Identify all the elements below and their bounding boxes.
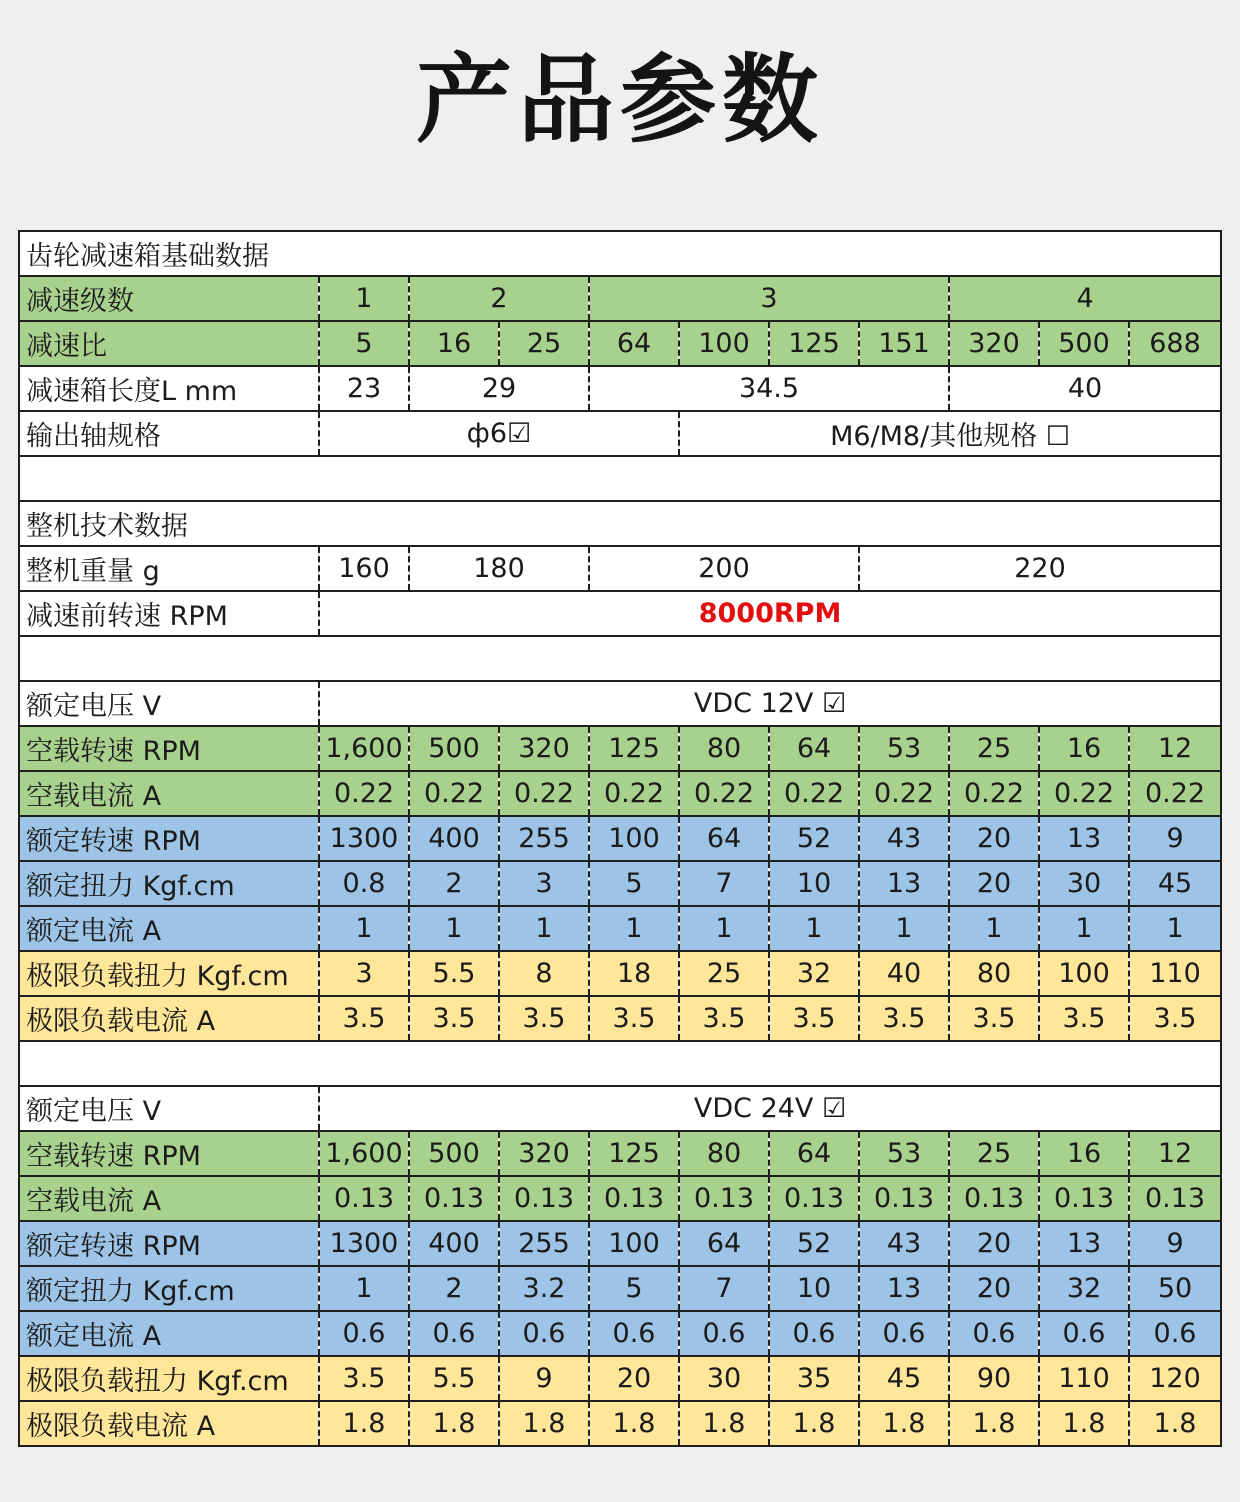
table-cell: 80 — [679, 726, 769, 771]
table-cell: 255 — [499, 1221, 589, 1266]
table-row — [19, 1401, 1221, 1446]
table-cell: 3.5 — [499, 996, 589, 1041]
table-cell: 1 — [949, 906, 1039, 951]
table-cell: 1 — [409, 906, 499, 951]
table-cell: 50 — [1129, 1266, 1221, 1311]
row-label: 额定电压 V — [19, 1086, 319, 1131]
table-cell: 1.8 — [859, 1401, 949, 1446]
row-label — [19, 636, 1221, 681]
table-cell: 25 — [949, 1131, 1039, 1176]
table-row — [19, 1311, 1221, 1356]
table-cell: 1.8 — [769, 1401, 859, 1446]
table-cell: 7 — [679, 861, 769, 906]
table-cell: 20 — [949, 861, 1039, 906]
table-cell: 0.13 — [679, 1176, 769, 1221]
table-cell: 52 — [769, 816, 859, 861]
table-cell: 30 — [1039, 861, 1129, 906]
table-cell: 20 — [949, 1266, 1039, 1311]
table-row — [19, 951, 1221, 996]
table-cell: 1 — [769, 906, 859, 951]
table-cell: 0.22 — [769, 771, 859, 816]
table-cell: 20 — [949, 816, 1039, 861]
table-cell: 0.13 — [1129, 1176, 1221, 1221]
table-cell: M6/M8/其他规格 ☐ — [679, 411, 1221, 456]
table-cell: 1 — [1039, 906, 1129, 951]
table-row — [19, 411, 1221, 456]
table-cell: 160 — [319, 546, 409, 591]
table-cell: 125 — [589, 1131, 679, 1176]
table-cell: 1 — [589, 906, 679, 951]
table-cell: 500 — [409, 1131, 499, 1176]
table-row — [19, 1131, 1221, 1176]
table-cell: 5.5 — [409, 1356, 499, 1401]
table-cell: 100 — [589, 816, 679, 861]
table-cell: 13 — [1039, 816, 1129, 861]
table-cell: 25 — [499, 321, 589, 366]
table-cell: 3.5 — [1039, 996, 1129, 1041]
table-row — [19, 231, 1221, 276]
table-row — [19, 1176, 1221, 1221]
table-cell: 3.2 — [499, 1266, 589, 1311]
table-row — [19, 996, 1221, 1041]
table-cell: 80 — [679, 1131, 769, 1176]
table-row — [19, 816, 1221, 861]
table-cell: 7 — [679, 1266, 769, 1311]
row-label: 极限负载扭力 Kgf.cm — [19, 951, 319, 996]
row-label: 减速前转速 RPM — [19, 591, 319, 636]
row-label — [19, 1041, 1221, 1086]
table-cell: 1 — [319, 1266, 409, 1311]
table-cell: 0.13 — [409, 1176, 499, 1221]
table-cell: 2 — [409, 1266, 499, 1311]
table-cell: 8 — [499, 951, 589, 996]
table-cell: 10 — [769, 861, 859, 906]
row-label: 极限负载扭力 Kgf.cm — [19, 1356, 319, 1401]
table-cell: 1.8 — [1039, 1401, 1129, 1446]
table-row — [19, 1221, 1221, 1266]
table-cell: 0.22 — [1039, 771, 1129, 816]
table-row — [19, 1086, 1221, 1131]
page-title: 产品参数 — [416, 44, 824, 156]
table-cell: 688 — [1129, 321, 1221, 366]
table-cell: 5 — [319, 321, 409, 366]
table-cell: ф6☑ — [319, 411, 679, 456]
row-label: 整机技术数据 — [19, 501, 1221, 546]
table-cell: 9 — [499, 1356, 589, 1401]
table-cell: 320 — [499, 1131, 589, 1176]
table-cell: 0.22 — [679, 771, 769, 816]
table-cell: 1300 — [319, 816, 409, 861]
row-label: 空载电流 A — [19, 771, 319, 816]
table-cell: 500 — [1039, 321, 1129, 366]
table-cell: 32 — [1039, 1266, 1129, 1311]
row-label: 空载转速 RPM — [19, 726, 319, 771]
table-cell: 0.22 — [949, 771, 1039, 816]
table-cell: 1,600 — [319, 1131, 409, 1176]
table-cell: 0.13 — [1039, 1176, 1129, 1221]
table-cell: 64 — [769, 726, 859, 771]
row-label: 极限负载电流 A — [19, 996, 319, 1041]
table-cell: 5.5 — [409, 951, 499, 996]
table-cell: 400 — [409, 1221, 499, 1266]
table-cell: 0.6 — [1039, 1311, 1129, 1356]
table-row — [19, 861, 1221, 906]
table-row — [19, 591, 1221, 636]
table-cell: 3 — [589, 276, 949, 321]
table-row — [19, 726, 1221, 771]
table-cell: 10 — [769, 1266, 859, 1311]
table-cell: 500 — [409, 726, 499, 771]
table-cell: 0.6 — [319, 1311, 409, 1356]
table-row — [19, 546, 1221, 591]
table-cell: 45 — [1129, 861, 1221, 906]
table-cell: 64 — [589, 321, 679, 366]
table-cell: 23 — [319, 366, 409, 411]
table-cell: 1.8 — [499, 1401, 589, 1446]
table-cell: 18 — [589, 951, 679, 996]
table-cell: 16 — [1039, 1131, 1129, 1176]
table-row — [19, 1041, 1221, 1086]
spec-table-body — [19, 231, 1221, 1446]
table-cell: 151 — [859, 321, 949, 366]
row-label: 减速比 — [19, 321, 319, 366]
row-label: 减速级数 — [19, 276, 319, 321]
table-cell: 0.6 — [589, 1311, 679, 1356]
table-cell: 25 — [679, 951, 769, 996]
table-cell: 3.5 — [859, 996, 949, 1041]
table-cell: 400 — [409, 816, 499, 861]
table-cell: 1.8 — [1129, 1401, 1221, 1446]
table-row — [19, 681, 1221, 726]
table-cell: 3.5 — [1129, 996, 1221, 1041]
table-cell: 64 — [679, 1221, 769, 1266]
table-row — [19, 501, 1221, 546]
table-cell: 0.22 — [859, 771, 949, 816]
table-row — [19, 321, 1221, 366]
row-label: 额定电流 A — [19, 1311, 319, 1356]
table-row — [19, 771, 1221, 816]
table-cell: 90 — [949, 1356, 1039, 1401]
table-row — [19, 456, 1221, 501]
table-cell: 3.5 — [319, 1356, 409, 1401]
row-label: 输出轴规格 — [19, 411, 319, 456]
table-cell: 29 — [409, 366, 589, 411]
table-cell: 52 — [769, 1221, 859, 1266]
table-cell: 0.6 — [949, 1311, 1039, 1356]
table-cell: 0.13 — [499, 1176, 589, 1221]
table-cell: 30 — [679, 1356, 769, 1401]
table-cell: 0.13 — [589, 1176, 679, 1221]
table-cell: 200 — [589, 546, 859, 591]
row-label: 额定电流 A — [19, 906, 319, 951]
table-cell: 1.8 — [409, 1401, 499, 1446]
row-label: 额定扭力 Kgf.cm — [19, 1266, 319, 1311]
row-label: 额定转速 RPM — [19, 1221, 319, 1266]
table-cell: 1.8 — [679, 1401, 769, 1446]
table-cell: 100 — [679, 321, 769, 366]
table-cell: 64 — [769, 1131, 859, 1176]
table-cell: VDC 24V ☑ — [319, 1086, 1221, 1131]
table-cell: 12 — [1129, 1131, 1221, 1176]
table-cell: 3.5 — [769, 996, 859, 1041]
table-cell: 53 — [859, 726, 949, 771]
table-cell: 43 — [859, 816, 949, 861]
table-cell: 25 — [949, 726, 1039, 771]
table-cell: 3 — [499, 861, 589, 906]
table-cell: 120 — [1129, 1356, 1221, 1401]
row-label: 齿轮减速箱基础数据 — [19, 231, 1221, 276]
table-cell: 0.8 — [319, 861, 409, 906]
row-label: 额定电压 V — [19, 681, 319, 726]
table-cell: 1 — [319, 906, 409, 951]
table-cell: 0.13 — [859, 1176, 949, 1221]
table-cell: 1.8 — [319, 1401, 409, 1446]
table-cell: 53 — [859, 1131, 949, 1176]
table-cell: 0.13 — [949, 1176, 1039, 1221]
row-label: 整机重量 g — [19, 546, 319, 591]
table-cell: 0.6 — [679, 1311, 769, 1356]
table-cell: 40 — [949, 366, 1221, 411]
table-cell: 320 — [499, 726, 589, 771]
table-cell: 1.8 — [589, 1401, 679, 1446]
table-cell: 0.13 — [319, 1176, 409, 1221]
table-cell: 35 — [769, 1356, 859, 1401]
table-cell: 100 — [1039, 951, 1129, 996]
table-cell: 32 — [769, 951, 859, 996]
table-cell: 13 — [859, 861, 949, 906]
table-row — [19, 366, 1221, 411]
table-cell: 64 — [679, 816, 769, 861]
table-cell: 0.22 — [319, 771, 409, 816]
table-cell: 1 — [319, 276, 409, 321]
table-cell: 1.8 — [949, 1401, 1039, 1446]
table-cell: 5 — [589, 861, 679, 906]
table-row — [19, 1266, 1221, 1311]
table-cell: 1 — [1129, 906, 1221, 951]
table-cell: 40 — [859, 951, 949, 996]
table-cell: 1300 — [319, 1221, 409, 1266]
table-cell: 16 — [1039, 726, 1129, 771]
table-cell: 0.22 — [409, 771, 499, 816]
table-cell: 220 — [859, 546, 1221, 591]
table-cell: 0.6 — [859, 1311, 949, 1356]
table-cell: 20 — [589, 1356, 679, 1401]
table-cell: 0.22 — [589, 771, 679, 816]
table-cell: 1 — [679, 906, 769, 951]
table-cell: 0.22 — [1129, 771, 1221, 816]
table-cell: 100 — [589, 1221, 679, 1266]
table-cell: 0.22 — [499, 771, 589, 816]
row-label: 额定扭力 Kgf.cm — [19, 861, 319, 906]
table-row — [19, 1356, 1221, 1401]
table-cell: VDC 12V ☑ — [319, 681, 1221, 726]
table-cell: 125 — [589, 726, 679, 771]
table-cell: 12 — [1129, 726, 1221, 771]
table-cell: 13 — [1039, 1221, 1129, 1266]
table-cell: 0.6 — [409, 1311, 499, 1356]
table-cell: 1 — [859, 906, 949, 951]
table-cell: 110 — [1039, 1356, 1129, 1401]
table-cell: 3.5 — [319, 996, 409, 1041]
table-cell: 110 — [1129, 951, 1221, 996]
table-cell: 3.5 — [409, 996, 499, 1041]
table-cell: 45 — [859, 1356, 949, 1401]
table-cell: 0.13 — [769, 1176, 859, 1221]
table-cell: 2 — [409, 276, 589, 321]
row-label: 极限负载电流 A — [19, 1401, 319, 1446]
table-cell: 3 — [319, 951, 409, 996]
table-cell: 320 — [949, 321, 1039, 366]
table-cell: 255 — [499, 816, 589, 861]
table-cell: 125 — [769, 321, 859, 366]
row-label: 额定转速 RPM — [19, 816, 319, 861]
table-cell: 3.5 — [589, 996, 679, 1041]
spec-table — [18, 230, 1222, 1447]
table-row — [19, 636, 1221, 681]
row-label: 空载电流 A — [19, 1176, 319, 1221]
row-label: 减速箱长度L mm — [19, 366, 319, 411]
table-cell: 4 — [949, 276, 1221, 321]
table-cell: 180 — [409, 546, 589, 591]
table-row — [19, 276, 1221, 321]
table-cell: 0.6 — [1129, 1311, 1221, 1356]
table-cell: 9 — [1129, 816, 1221, 861]
table-cell: 16 — [409, 321, 499, 366]
table-cell: 1,600 — [319, 726, 409, 771]
table-cell: 3.5 — [949, 996, 1039, 1041]
table-cell: 5 — [589, 1266, 679, 1311]
table-cell: 3.5 — [679, 996, 769, 1041]
table-cell: 1 — [499, 906, 589, 951]
table-cell: 8000RPM — [319, 591, 1221, 636]
table-cell: 20 — [949, 1221, 1039, 1266]
table-cell: 13 — [859, 1266, 949, 1311]
table-cell: 2 — [409, 861, 499, 906]
row-label: 空载转速 RPM — [19, 1131, 319, 1176]
table-cell: 0.6 — [769, 1311, 859, 1356]
table-cell: 9 — [1129, 1221, 1221, 1266]
table-cell: 80 — [949, 951, 1039, 996]
row-label — [19, 456, 1221, 501]
table-cell: 43 — [859, 1221, 949, 1266]
table-cell: 34.5 — [589, 366, 949, 411]
table-row — [19, 906, 1221, 951]
table-cell: 0.6 — [499, 1311, 589, 1356]
